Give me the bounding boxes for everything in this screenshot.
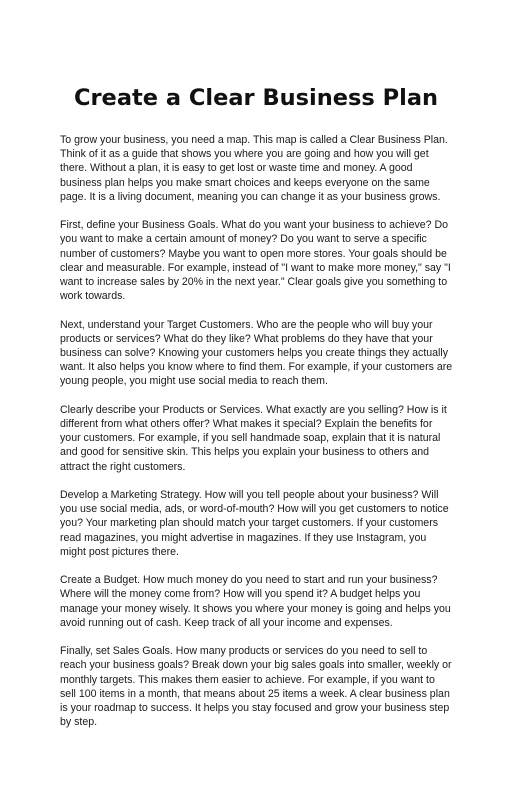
document-body (60, 133, 453, 729)
paragraph-budget: Create a Budget. How much money do you need to start and run your business? Where will the money come from? How will you spend it? A budget helps you manage your money wisely. It shows you where your money is going and helps you avoid running out of cash. Keep track of all your income and expenses. (60, 574, 451, 629)
paragraph-marketing-strategy: Develop a Marketing Strategy. How will you tell people about your business? Will you use social media, ads, or word-of-mouth? How will you get customers to notice you? Your marketing plan should match your target customers. If your customers read magazines, you might advertise in magazines. If they use Instagram, you might post pictures there. (60, 489, 449, 558)
paragraph-business-goals: First, define your Business Goals. What do you want your business to achieve? Do you want to make a certain amount of money? Do you want to serve a specific number of customers? Maybe you want to open more stores. Your goals should be clear and measurable. For example, instead of "I want to make more money," say "I want to increase sales by 20% in the next year." Clear goals give you something to work towards. (60, 219, 451, 303)
paragraph-target-customers: Next, understand your Target Customers. Who are the people who will buy your products or services? What do they like? What problems do they have that your business can solve? Knowing your customers helps you create things they actually want. It also helps you know where to find them. For example, if your customers are young people, you might use social media to reach them. (60, 318, 453, 388)
paragraph-products-services: Clearly describe your Products or Services. What exactly are you selling? How is it different from what others offer? What makes it special? Explain the benefits for your customers. For example, if you sell handmade soap, explain that it is natural and good for sensitive skin. This helps you explain your business to others and attract the right customers. (60, 403, 447, 473)
page-title: Create a Clear Business Plan (73, 85, 439, 111)
paragraph-intro: To grow your business, you need a map. This map is called a Clear Business Plan. Think of it as a guide that shows you where you are going and how you will get there. Without a plan, it is easy to get lost or waste time and money. A good business plan helps you make smart choices and keeps everyone on the same page. It is a living document, meaning you can change it as your business grows. (60, 134, 448, 203)
paragraph-sales-goals: Finally, set Sales Goals. How many products or services do you need to sell to reach your business goals? Break down your big sales goals into smaller, weekly or monthly targets. This makes them easier to achieve. For example, if you want to sell 100 items in a month, that means about 25 items a week. A clear business plan is your roadmap to success. It helps you stay focused and grow your business step by step. (60, 645, 452, 729)
